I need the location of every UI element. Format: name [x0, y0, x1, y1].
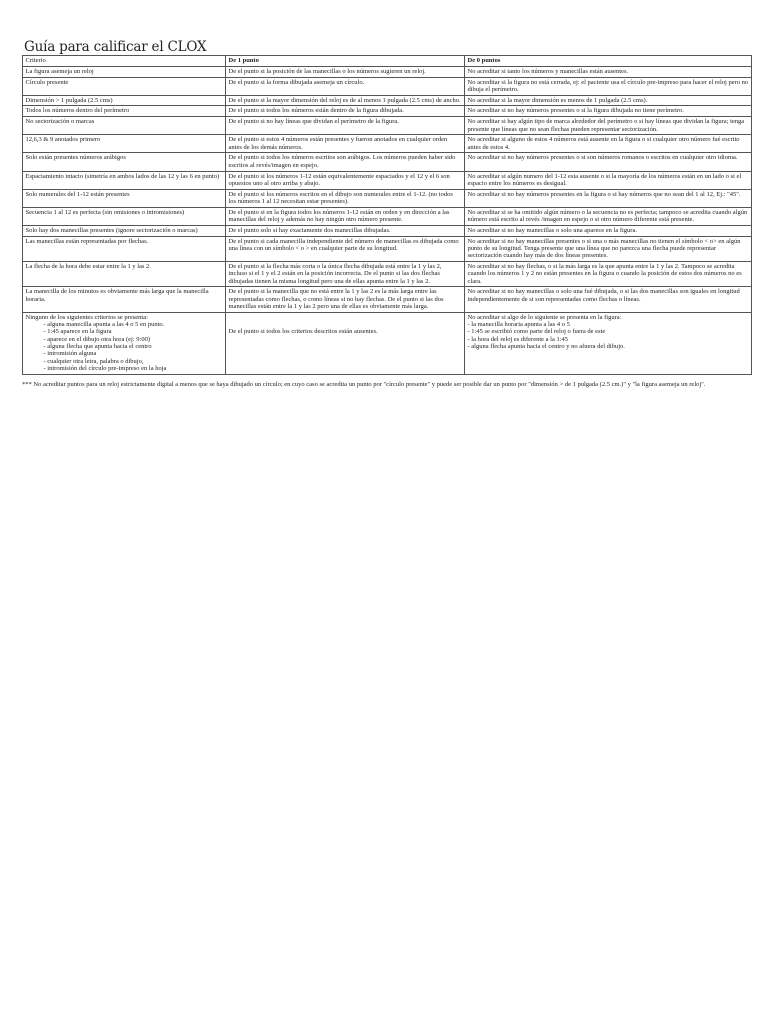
cell-criterion: Círculo presente [23, 77, 226, 95]
cell-zero-points: No acreditar si se ha omitido algún número o la secuencia no es perfecta; tampoco se acredita cuando algún número está escrito al revés /imagen en espejo o si otro número diferente está presente. [465, 207, 752, 225]
cell-one-point: De el punto si cada manecilla independiente del número de manecillas es dibujada como una línea con un símbolo < o > en cualquier parte de su longitud. [226, 236, 465, 261]
cell-zero-points: No acreditar si no hay manecillas presentes o si una o más manecillas no tienen el símbolo < o> en algún punto de su longitud. Tenga presente que una línea que no parezca una flecha puede representar sectorización cuando hay más de dos líneas presentes. [465, 236, 752, 261]
cell-criterion: Todos los números dentro del perímetro [23, 106, 226, 117]
cell-one-point: De el punto si en la figura todos los números 1-12 están en orden y en dirección a las manecillas del reloj y además no hay ningún otro número presente. [226, 207, 465, 225]
cell-criterion: Dimensión > 1 pulgada (2.5 cms) [23, 95, 226, 106]
cell-criterion: La manecilla de los minutos es obviamente más larga que la manecilla horaria. [23, 287, 226, 312]
cell-zero-points: No acreditar si no hay flechas, o si la más larga es la que apunta entre la 1 y las 2. Tampoco se acredita cuando los números 1 y 2 no están presentes en la figura o cuando la posición de estos dos números no es clara. [465, 262, 752, 287]
list-item: - intromisión del círculo pre-impreso en la hoja [43, 364, 167, 372]
list-item: - alguna flecha apunta hacia el centro y no afuera del dibujo. [467, 343, 625, 350]
cell-criterion: Solo están presentes números arábigos [23, 153, 226, 171]
zero-items [468, 321, 749, 350]
table-row [23, 117, 752, 135]
table-header-row [23, 56, 752, 67]
cell-one-point: De el punto si la mayor dimensión del reloj es de al menos 1 pulgada (2.5 cms) de ancho. [226, 95, 465, 106]
cell-criterion: La figura asemeja un reloj [23, 66, 226, 77]
table-row [23, 236, 752, 261]
header-zero-points: De 0 puntos [465, 56, 752, 67]
table-row [23, 287, 752, 312]
cell-one-point: De el punto si la posición de las manecillas o los números sugieren un reloj. [226, 66, 465, 77]
table-row [23, 153, 752, 171]
cell-zero-points: No acreditar si la mayor dimensión es menos de 1 pulgada (2.5 cms). [465, 95, 752, 106]
cell-criterion: 12,6,3 & 9 anotados primero [23, 135, 226, 153]
table-row [23, 135, 752, 153]
header-criterion: Criterio [23, 56, 226, 67]
table-row [23, 207, 752, 225]
cell-criterion: No sectorización o marcas [23, 117, 226, 135]
list-item: - intromisión alguna [43, 350, 97, 358]
zero-intro: No acreditar si algo de lo siguiente se presenta en la figura: [467, 313, 622, 321]
cell-one-point [226, 312, 465, 374]
cell-criterion: Espaciamiento intacto (simetría en ambos lados de las 12 y las 6 en punto) [23, 171, 226, 189]
table-row [23, 262, 752, 287]
footnote: *** No acreditar puntos para un reloj estrictamente digital a menos que se haya dibujado un círculo; en cuyo caso se acredita un punto por "círculo presente" y puede ser posible dar un punto por "dimensión > de 1 pulgada (2.5 cm.)" y "la figura asemeja un reloj". [22, 380, 706, 388]
table-body [23, 66, 752, 312]
cell-zero-points: No acreditar si no hay números presentes o si son números romanos o escritos en cualquier otro idioma. [465, 153, 752, 171]
cell-zero-points: No acreditar si tanto los números y manecillas están ausentes. [465, 66, 752, 77]
cell-zero-points: No acreditar si no hay manecillas o solo una fué dibujada, o si las dos manecillas son iguales en longitud independientemente de si son representadas como flechas o líneas. [465, 287, 752, 312]
header-one-point: De 1 punto [226, 56, 465, 67]
list-item: - la manecilla horaria apunta a las 4 o 5 [467, 321, 570, 329]
table-row-last [23, 312, 752, 374]
list-item: - cualquier otra letra, palabra o dibujo, [43, 357, 144, 365]
cell-criterion [23, 312, 226, 374]
scoring-table [22, 55, 752, 375]
cell-criterion: Solo hay dos manecillas presentes (ignore sectorización o marcas) [23, 225, 226, 236]
table-row [23, 106, 752, 117]
cell-zero-points [465, 312, 752, 374]
list-item: - alguna flecha que apunta hacia el centro [43, 343, 152, 350]
cell-one-point: De el punto si estos 4 números están presentes y fueron anotados en cualquier orden antes de los demás números. [226, 135, 465, 153]
cell-zero-points: No acreditar si hay algún tipo de marca alrededor del perímetro o si hay líneas que dividan la figura; tenga presente que líneas que no sean flechas pueden representar sectorización. [465, 117, 752, 135]
cell-one-point: De el punto solo si hay exactamente dos manecillas dibujadas. [226, 225, 465, 236]
list-item: - la hora del reloj es diferente a la 1:45 [467, 335, 569, 343]
page-title: Guía para calificar el CLOX [24, 39, 207, 55]
table-row [23, 95, 752, 106]
table-row [23, 189, 752, 207]
cell-criterion: Solo numerales del 1-12 están presentes [23, 189, 226, 207]
criterion-items [26, 321, 223, 372]
cell-one-point: De el punto si la flecha más corta o la única flecha dibujada está entre la 1 y las 2, incluso si el 1 y el 2 están en la posición incorrecta. De el punto si las dos flechas dibujadas tienen la misma longitud pero una de ellas apunta entre la 1 y las 2. [226, 262, 465, 287]
table-row [23, 77, 752, 95]
list-item: - alguna manecilla apunta a las 4 o 5 en punto. [43, 321, 165, 329]
list-item: - aparece en el dibujo otra hora (ej: 9:00) [43, 335, 150, 343]
table-row [23, 66, 752, 77]
cell-one-point: De el punto si la manecilla que no está entre la 1 y las 2 es la más larga entre las representadas como flechas, o como líneas si no hay flechas. De el punto si las dos manecillas están entre la 1 y las 2 pero una de ellas es obviamente más larga. [226, 287, 465, 312]
cell-zero-points: No acreditar si no hay números presentes en la figura o si hay números que no sean del 1 al 12, Ej.: "45". [465, 189, 752, 207]
cell-criterion: La flecha de la hora debe estar entre la 1 y las 2. [23, 262, 226, 287]
cell-criterion: Secuencia 1 al 12 es perfecta (sin omisiones o intromisiones) [23, 207, 226, 225]
table-row [23, 171, 752, 189]
cell-one-point: De el punto si no hay líneas que dividan el perímetro de la figura. [226, 117, 465, 135]
list-item: - 1:45 aparece en la figura [43, 328, 112, 336]
cell-zero-points: No acreditar si alguno de estos 4 números está ausente en la figura o si cualquier otro número fué escrito antes de estos 4. [465, 135, 752, 153]
cell-one-point: De el punto si la forma dibujada asemeja un círculo. [226, 77, 465, 95]
criterion-intro: Ninguno de los siguientes criterios se presenta: [25, 313, 148, 321]
cell-zero-points: No acreditar si algún numero del 1-12 esta ausente o si la mayoría de los números están en un lado o si el espacio entre los números es desigual. [465, 171, 752, 189]
cell-one-point: De el punto si todos los números están dentro de la figura dibujada. [226, 106, 465, 117]
table-row [23, 225, 752, 236]
cell-one-point: De el punto si todos los números escritos son arábigos. Los números pueden haber sido escritos al revés/imagen en espejo. [226, 153, 465, 171]
clox-page [22, 40, 751, 388]
cell-zero-points: No acreditar si la figura no está cerrada, ej: el paciente usa el círculo pre-impreso para hacer el reloj pero no dibuja el perímetro. [465, 77, 752, 95]
list-item: - 1:45 se escribió como parte del reloj o fuera de este [467, 328, 606, 336]
cell-criterion: Las manecillas están representadas por flechas. [23, 236, 226, 261]
one-point-text: De el punto si todos los criterios descritos están ausentes. [228, 328, 378, 336]
cell-zero-points: No acreditar si no hay números presentes o si la figura dibujada no tiene perímetro. [465, 106, 752, 117]
cell-zero-points: No acreditar si no hay manecillas o solo una aparece en la figura. [465, 225, 752, 236]
cell-one-point: De el punto si los números escritos en el dibujo son numerales entre el 1-12. (no todos los números 1 al 12 necesitan estar presentes). [226, 189, 465, 207]
cell-one-point: De el punto si los números 1-12 están equivalentemente espaciados y el 12 y el 6 son opuestos uno al otro arriba y abajo. [226, 171, 465, 189]
